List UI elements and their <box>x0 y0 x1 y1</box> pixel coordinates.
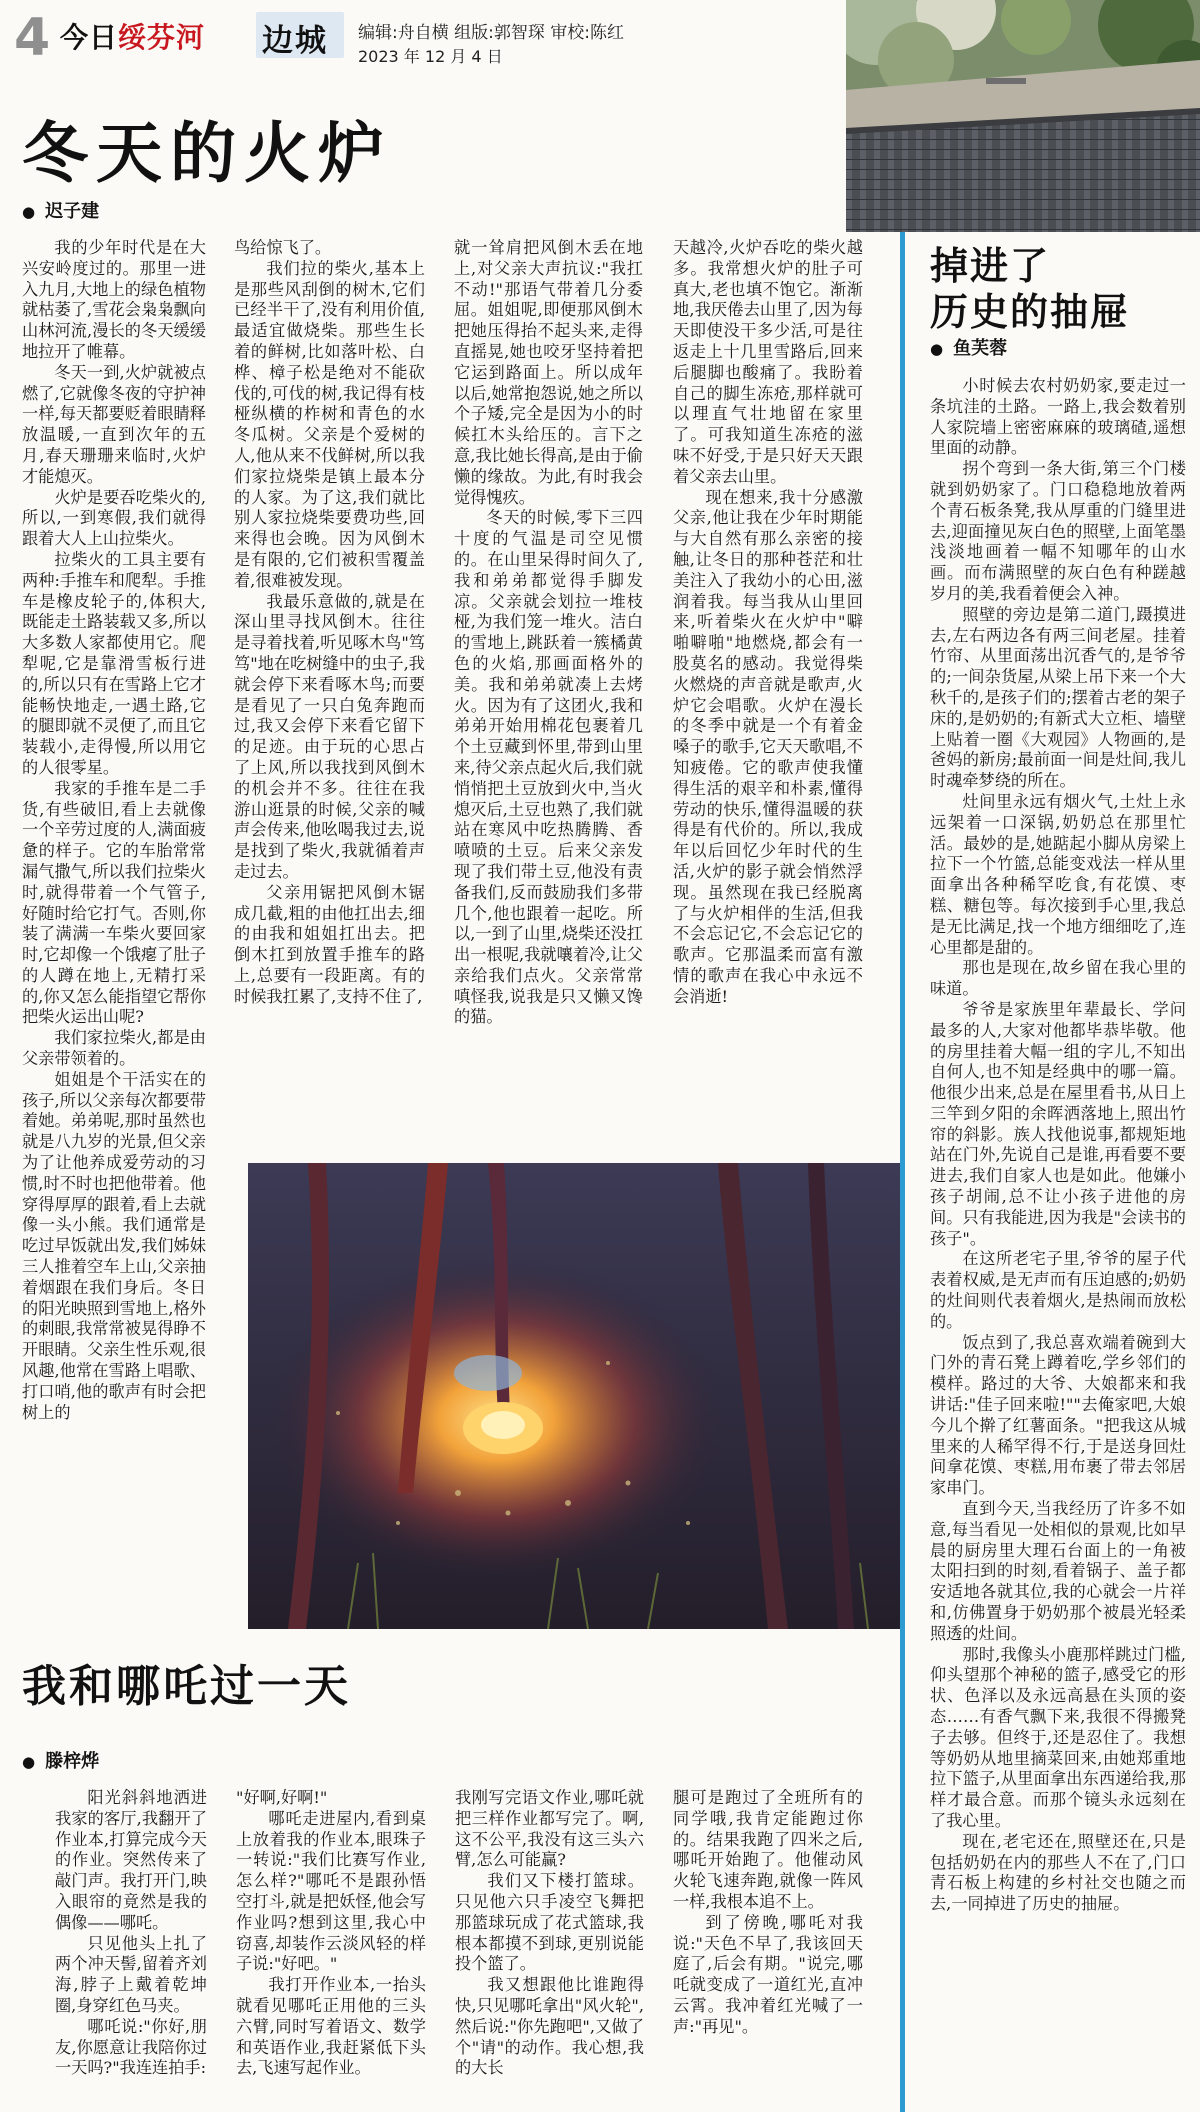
paragraph: 我的少年时代是在大兴安岭度过的。那里一进入九月,大地上的绿色植物就枯萎了,雪花会枭枭飘向山林河流,漫长的冬天缓缓地拉开了帷幕。 <box>22 238 206 361</box>
paragraph: 天越冷,火炉吞吃的柴火越多。我常想火炉的肚子可真大,老也填不饱它。渐渐地,我厌倦去山里了,因为每天即使没干多少活,可是往返走上十几里雪路后,回来后腿脚也酸痛了。我盼着自己的脚生冻疮,那样就可以理直气壮地留在家里了。可我知道生冻疮的滋味不好受,于是只好天天跟着父亲去山里。 <box>673 238 863 486</box>
main-article-column-1 <box>22 238 206 1612</box>
paragraph: 灶间里永远有烟火气,土灶上永远架着一口深锅,奶奶总在那里忙活。最妙的是,她踮起小脚从房梁上拉下一个竹篮,总能变戏法一样从里面拿出各种稀罕吃食,有花馍、枣糕、糖包等。每次接到手心里,我总是无比满足,找一个地方细细吃了,连心里都是甜的。 <box>930 791 1186 957</box>
paragraph: 冬天一到,火炉就被点燃了,它就像冬夜的守护神一样,每天都要贬着眼睛释放温暖,一直到次年的五月,春天珊珊来临时,火炉才能熄灭。 <box>22 362 206 486</box>
paragraph: 只见他头上扎了两个冲天髻,留着齐刘海,脖子上戴着乾坤圈,身穿红色马夹。 <box>55 1933 207 2015</box>
paragraph: 照壁的旁边是第二道门,蹑摸进去,左右两边各有两三间老屋。挂着竹帘、从里面荡出沉香气的,是爷爷的;一间杂货屋,从梁上吊下来一个大秋千的,是孩子们的;摆着古老的架子床的,是奶奶的;有新式大立柜、墙壁上贴着一圈《大观园》人物画的,是爸妈的新房;最前面一间是灶间,我儿时魂牵梦绕的所在。 <box>930 604 1186 791</box>
paragraph: 我又想跟他比谁跑得快,只见哪吒拿出"风火轮",然后说:"你先跑吧",又做了个"请"的动作。我心想,我的大长 <box>455 1975 644 2078</box>
masthead <box>0 0 846 82</box>
paragraph: 拐个弯到一条大街,第三个门楼就到奶奶家了。门口稳稳地放着两个青石板条凳,我从厚重的门缝里进去,迎面撞见灰白色的照壁,上面笔墨浅淡地画着一幅不知哪年的山水画。而布满照壁的灰白色有种蹉越岁月的美,我看着便会入神。 <box>930 459 1186 603</box>
paragraph: 我打开作业本,一抬头就看见哪吒正用他的三头六臂,同时写着语文、数学和英语作业,我赶紧低下头去,飞速写起作业。 <box>236 1975 426 2078</box>
paragraph: 那也是现在,故乡留在我心里的味道。 <box>930 958 1186 999</box>
section-name: 边城 <box>262 23 328 59</box>
page-number: 4 <box>14 8 51 68</box>
bottom-article-column-4 <box>673 1788 863 2108</box>
main-article-column-4 <box>673 238 863 1153</box>
paragraph: 姐姐是个干活实在的孩子,所以父亲每次都要带着她。弟弟呢,那时虽然也就是八九岁的光景,但父亲为了让他养成爱劳动的习惯,时不时也把他带着。他穿得厚厚的跟着,看上去就像一头小熊。我们通常是吃过早饭就出发,我们姊妹三人推着空车上山,父亲抽着烟跟在我们身后。冬日的阳光映照到雪地上,格外的刺眼,我常常被晃得睁不开眼睛。父亲生性乐观,很风趣,他常在雪路上唱歌、打口哨,他的歌声有时会把树上的 <box>22 1069 206 1422</box>
main-article-author: ● 迟子建 <box>22 197 99 223</box>
newspaper-name <box>60 16 205 56</box>
paragraph: 小时候去农村奶奶家,要走过一条坑洼的土路。一路上,我会数着别人家院墙上密密麻麻的玻璃碴,遥想里面的动静。 <box>930 376 1186 458</box>
paragraph: 我刚写完语文作业,哪吒就把三样作业都写完了。啊,这不公平,我没有这三头六臂,怎么可能赢? <box>455 1788 644 1870</box>
paragraph: 到了傍晚,哪吒对我说:"天色不早了,我该回天庭了,后会有期。"说完,哪吒就变成了一道红光,直冲云霄。我冲着红光喊了一声:"再见"。 <box>673 1912 863 2036</box>
editor-credits: 编辑:舟自横 组版:郭智琛 审校:陈红 <box>358 23 624 43</box>
paragraph: 火炉是要吞吃柴火的,所以,一到寒假,我们就得跟着大人上山拉柴火。 <box>22 487 206 549</box>
side-article-divider <box>900 232 905 2112</box>
side-article-author: ● 鱼芙蓉 <box>930 334 1007 360</box>
paragraph: 我家的手推车是二手货,有些破旧,看上去就像一个辛劳过度的人,满面疲惫的样子。它的车胎常常漏气撒气,所以我们拉柴火时,就得带着一个气管子,好随时给它打气。否则,你装了满满一车柴火要回家时,它却像一个饿瘪了肚子的人蹲在地上,无精打采的,你又怎么能指望它帮你把柴火运出山呢? <box>22 778 206 1027</box>
paragraph: "好啊,好啊!" <box>236 1788 328 1807</box>
paragraph: 我们家拉柴火,都是由父亲带领着的。 <box>22 1028 206 1069</box>
paragraph: 饭点到了,我总喜欢端着碗到大门外的青石凳上蹲着吃,学乡邻们的模样。路过的大爷、大娘都来和我讲话:"佳子回来啦!""去俺家吧,大娘今儿个擀了红薯面条。"把我这从城里来的人稀罕得不行,于是送身回灶间拿花馍、枣糕,用布裹了带去邻居家串门。 <box>930 1332 1186 1498</box>
paragraph: 拉柴火的工具主要有两种:手推车和爬犁。手推车是橡皮轮子的,体积大,既能走土路装载又多,所以大多数人家都使用它。爬犁呢,它是靠滑雪板行进的,所以只有在雪路上它才能畅快地走,一遇土路,它的腿即就不灵便了,而且它装载小,走得慢,所以用它的人很零星。 <box>22 549 206 777</box>
newspaper-name-black: 今日 <box>60 21 119 54</box>
side-article-title <box>930 243 1180 335</box>
side-article-title-line-2: 历史的抽屉 <box>930 289 1131 334</box>
newspaper-name-red: 绥芬河 <box>118 21 206 54</box>
side-article-body <box>930 376 1186 2104</box>
bottom-article-column-1 <box>55 1788 207 2108</box>
bottom-article-column-3 <box>455 1788 644 2108</box>
paragraph: 爷爷是家族里年辈最长、学问最多的人,大家对他都毕恭毕敬。他的房里挂着大幅一组的字儿,不知出自何人,也不知是经典中的哪一篇。他很少出来,总是在屋里看书,从日上三竿到夕阳的余晖洒落地上,照出竹帘的斜影。族人找他说事,都规矩地站在门外,先说自己是谁,再看要不要进去,我们自家人也是如此。他嫌小孩子胡闹,总不让小孩子进他的房间。只有我能进,因为我是"会读书的孩子"。 <box>930 999 1186 1248</box>
main-article-column-2 <box>234 238 425 1153</box>
publication-date: 2023 年 12 月 4 日 <box>358 47 503 66</box>
main-article-column-3 <box>454 238 643 1153</box>
paragraph: 那时,我像头小鹿那样跳过门槛,仰头望那个神秘的篮子,感受它的形状、色泽以及永远高悬在头顶的姿态……有香气飘下来,我很不得搬凳子去够。但终于,还是忍住了。我想等奶奶从地里摘菜回来,由她郑重地拉下篮子,从里面拿出东西递给我,那样才最合意。而那个镜头永远刻在了我心里。 <box>930 1644 1186 1830</box>
winter-fire-painting <box>248 1163 902 1629</box>
bottom-article-title: 我和哪吒过一天 <box>22 1661 351 1712</box>
paragraph: 我们又下楼打篮球。只见他六只手凌空飞舞把那篮球玩成了花式篮球,我根本都摸不到球,更别说能投个篮了。 <box>455 1871 644 1974</box>
paragraph: 哪吒走进屋内,看到桌上放着我的作业本,眼珠子一转说:"我们比赛写作业,怎么样?"哪吒不是跟孙悟空打斗,就是把妖怪,他会写作业吗?想到这里,我心中窃喜,却装作云淡风轻的样子说:"好吧。" <box>236 1808 426 1974</box>
paragraph: 我最乐意做的,就是在深山里寻找风倒木。往往是寻着找着,听见啄木鸟"笃笃"地在吃树缝中的虫子,我就会停下来看啄木鸟;而要是看见了一只白兔奔跑而过,我又会停下来看它留下的足迹。由于玩的心思占了上风,所以我找到风倒木的机会并不多。往往在我游山逛景的时候,父亲的喊声会传来,他吆喝我过去,说是找到了柴火,我就循着声走过去。 <box>234 591 425 881</box>
paragraph: 现在想来,我十分感激父亲,他让我在少年时期能与大自然有那么亲密的接触,让冬日的那种苍茫和壮美注入了我幼小的心田,滋润着我。每当我从山里回来,听着柴火在火炉中"噼啪噼啪"地燃烧,都会有一股莫名的感动。我觉得柴火燃烧的声音就是歌声,火炉它会唱歌。火炉在漫长的冬季中就是一个有着金嗓子的歌手,它天天歌唱,不知疲倦。它的歌声使我懂得生活的艰辛和朴素,懂得劳动的快乐,懂得温暖的获得是有代价的。所以,我成年以后回忆少年时代的生活,火炉的影子就会悄然浮现。虽然现在我已经脱离了与火炉相伴的生活,但我不会忘记它,不会忘记它的歌声。它那温柔而富有激情的歌声在我心中永远不会消逝! <box>673 487 863 1006</box>
paragraph: 鸟给惊飞了。 <box>234 238 332 257</box>
paragraph: 直到今天,当我经历了许多不如意,每当看见一处相似的景观,比如早晨的厨房里大理石台面上的一角被太阳扫到的时刻,看着锅子、盖子都安适地各就其位,我的心就会一片祥和,仿佛置身于奶奶那个被晨光轻柔照透的灶间。 <box>930 1499 1186 1643</box>
paragraph: 父亲用锯把风倒木锯成几截,粗的由他扛出去,细的由我和姐姐扛出去。把倒木扛到放置手推车的路上,总要有一段距离。有的时候我扛累了,支持不住了, <box>234 882 425 1006</box>
courtyard-photo <box>846 0 1200 232</box>
side-article-title-line-1: 掉进了 <box>930 243 1051 288</box>
paragraph: 在这所老宅子里,爷爷的屋子代表着权威,是无声而有压迫感的;奶奶的灶间则代表着烟火,是热闹而放松的。 <box>930 1249 1186 1331</box>
paragraph: 现在,老宅还在,照壁还在,只是包括奶奶在内的那些人不在了,门口青石板上构建的乡村社交也随之而去,一同掉进了历史的抽屉。 <box>930 1831 1186 1914</box>
bottom-article-column-2 <box>236 1788 426 2108</box>
main-article-title: 冬天的火炉 <box>22 114 392 192</box>
paragraph: 哪吒说:"你好,朋友,你愿意让我陪你过一天吗?"我连连拍手: <box>55 2016 207 2078</box>
paragraph: 就一耸肩把风倒木丢在地上,对父亲大声抗议:"我扛不动!"那语气带着几分委屈。姐姐呢,即便那风倒木把她压得抬不起头来,走得直摇晃,她也咬牙坚持着把它运到路面上。所以成年以后,她常抱怨说,她之所以个子矮,完全是因为小的时候扛木头给压的。言下之意,我比她长得高,是由于偷懒的缘故。为此,有时我会觉得愧疚。 <box>454 238 643 507</box>
paragraph: 我们拉的柴火,基本上是那些风刮倒的树木,它们已经半干了,没有利用价值,最适宜做烧柴。那些生长着的鲜树,比如落叶松、白桦、樟子松是绝对不能砍伐的,可伐的树,我记得有枝桠纵横的柞树和青色的水冬瓜树。父亲是个爱树的人,他从来不伐鲜树,所以我们家拉烧柴是镇上最本分的人家。为了这,我们就比别人家拉烧柴要费功些,回来得也会晚。因为风倒木是有限的,它们被积雪覆盖着,很难被发现。 <box>234 258 425 590</box>
paragraph: 阳光斜斜地洒进我家的客厅,我翻开了作业本,打算完成今天的作业。突然传来了敲门声。我打开门,映入眼帘的竟然是我的偶像——哪吒。 <box>55 1788 207 1932</box>
bottom-article-author: ● 滕梓烨 <box>22 1747 99 1773</box>
paragraph: 冬天的时候,零下三四十度的气温是司空见惯的。在山里呆得时间久了,我和弟弟都觉得手脚发凉。父亲就会划拉一堆枝桠,为我们笼一堆火。洁白的雪地上,跳跃着一簇橘黄色的火焰,那画面格外的美。我和弟弟就凑上去烤火。因为有了这团火,我和弟弟开始用棉花包裹着几个土豆藏到怀里,带到山里来,待父亲点起火后,我们就悄悄把土豆放到火中,当火熄灭后,土豆也熟了,我们就站在寒风中吃热腾腾、香喷喷的土豆。后来父亲发现了我们带土豆,他没有责备我们,反而鼓励我们多带几个,他也跟着一起吃。所以,一到了山里,烧柴还没扛出一根呢,我就嚷着冷,让父亲给我们点火。父亲常常嗔怪我,说我是只又懒又馋的猫。 <box>454 508 643 1027</box>
paragraph: 腿可是跑过了全班所有的同学哦,我肯定能跑过你的。结果我跑了四米之后,哪吒开始跑了。他催动风火轮飞速奔跑,就像一阵风一样,我根本追不上。 <box>673 1788 863 1911</box>
